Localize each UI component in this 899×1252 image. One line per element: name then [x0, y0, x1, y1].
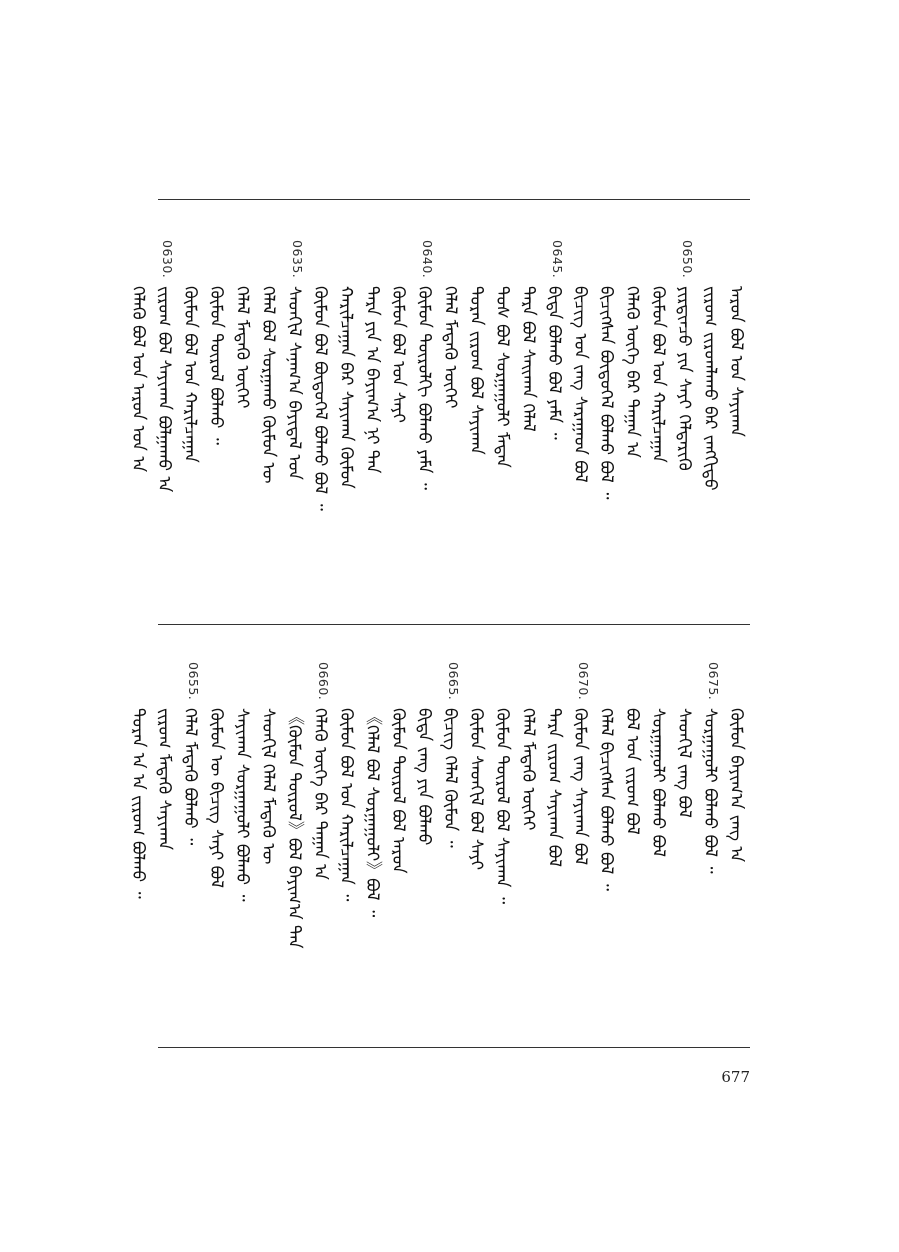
- line-number: [647, 662, 669, 706]
- line-number: [517, 240, 539, 284]
- verse-line: ᠬᠦᠮᠦᠨ ᠪᠣᠯ ᠤᠨ ᠬᠠᠷᠢᠯᠴᠠᠭᠠᠨ: [180, 286, 200, 463]
- verse-column: [153, 240, 175, 570]
- verse-line: ᠬᠡᠯᠡᠯ ᠮᠡᠳᠡᠬᠦ ᠦᠭᠡᠢ: [440, 286, 460, 409]
- verse-column: [309, 662, 331, 1002]
- verse-column: [153, 662, 175, 1002]
- verse-line: ᠬᠦᠮᠦᠨ ᠦ ᠪᠢᠴᠢᠭ ᠰᠠᠶᠢ ᠪᠣᠯ: [206, 708, 226, 889]
- verse-column: [257, 240, 279, 570]
- verse-column: [439, 240, 461, 570]
- page-number: 677: [721, 1068, 750, 1086]
- verse-column: [621, 662, 643, 1002]
- verse-column: [465, 662, 487, 1002]
- verse-column: [569, 662, 591, 1002]
- line-number: [699, 240, 721, 284]
- verse-line: ᠬᠡᠯᠡᠯ ᠮᠡᠳᠡᠬᠦ ᠦᠭᠡᠢ: [232, 286, 252, 409]
- verse-line: ᠬᠦᠮᠦᠨ ᠪᠠᠶᠢᠭ᠎ᠠ ᠵᠠᠩ ᠠ: [726, 708, 746, 863]
- verse-column: [413, 240, 435, 570]
- verse-line: ᠵᠢᠷᠤᠭ ᠮᠡᠳᠡᠬᠦ ᠰᠠᠶᠢᠬᠠᠨ: [154, 708, 174, 851]
- line-number: 0660.: [316, 662, 331, 701]
- line-number: [361, 662, 383, 706]
- line-number: [179, 240, 201, 284]
- verse-column: [699, 662, 721, 1002]
- verse-line: ᠲᠡᠷᠡ ᠪᠣᠯ ᠰᠠᠢᠬᠠᠨ ᠬᠡᠯᠡᠯ: [518, 286, 538, 432]
- verse-column: [543, 662, 565, 1002]
- verse-line: ᠬᠦᠮᠦᠨ ᠪᠣᠯ ᠤᠨ ᠰᠠᠶᠢ: [388, 286, 408, 423]
- verse-line: 《ᠬᠦᠮᠦᠨ ᠲᠥᠷᠦᠯ》ᠪᠣᠯ ᠪᠠᠶᠢᠭ᠎ᠠ ᠲᠠᠨ: [284, 708, 304, 949]
- verse-column: [231, 662, 253, 1002]
- line-number: [413, 662, 435, 706]
- line-number: [491, 240, 513, 284]
- verse-column: [179, 662, 201, 1002]
- line-number: [725, 240, 747, 284]
- line-number: [491, 662, 513, 706]
- line-number: [335, 662, 357, 706]
- verse-column: [231, 240, 253, 570]
- line-number: [621, 240, 643, 284]
- verse-line: ᠬᠦᠮᠦᠨ ᠰᠡᠳᠬᠢᠯ ᠪᠣᠯ ᠰᠠᠶᠢ: [466, 708, 486, 870]
- bottom-rule: [158, 1047, 750, 1048]
- verse-line: ᠳᠤᠷᠠᠨ ᠠ ᠠ ᠵᠢᠷᠤᠭ ᠪᠣᠯᠬᠤ ᠃: [128, 708, 148, 899]
- verse-line: ᠬᠦᠮᠦᠨ ᠵᠠᠩ ᠰᠠᠶᠢᠬᠠᠨ ᠪᠣᠯ: [570, 708, 590, 866]
- line-number: [647, 240, 669, 284]
- line-number: [231, 240, 253, 284]
- verse-line: ᠵᠢᠷᠤᠭ ᠵᠢᠷᠤᠭᠯᠠᠬᠤ ᠪᠠᠷ ᠵᠠᠩᠭᠢᠳᠤ: [700, 286, 720, 491]
- verse-column: [569, 240, 591, 570]
- verse-column: [543, 240, 565, 570]
- verse-column: [621, 240, 643, 570]
- verse-column: [673, 240, 695, 570]
- line-number: [127, 662, 149, 706]
- verse-column: [517, 240, 539, 570]
- line-number: 0670.: [576, 662, 591, 701]
- verse-column: [387, 240, 409, 570]
- verse-line: ᠰᠡᠳᠬᠢᠯ ᠵᠠᠩ ᠪᠣᠯ: [674, 708, 694, 818]
- line-number: 0640.: [420, 240, 435, 279]
- verse-line: ᠬᠦᠮᠦᠨ ᠪᠣᠯ ᠤᠨ ᠬᠠᠷᠢᠯᠴᠠᠭᠠᠨ: [648, 286, 668, 463]
- verse-column: [725, 240, 747, 570]
- verse-column: [517, 662, 539, 1002]
- line-number: 0650.: [680, 240, 695, 279]
- verse-line: ᠳᠤᠷᠠᠨ ᠵᠢᠷᠤᠭ ᠪᠣᠯ ᠰᠠᠶᠢᠬᠠᠨ: [466, 286, 486, 455]
- verse-column: [205, 662, 227, 1002]
- line-number: [595, 240, 617, 284]
- verse-column: [647, 662, 669, 1002]
- line-number: [387, 240, 409, 284]
- line-number: [283, 662, 305, 706]
- line-number: [439, 240, 461, 284]
- verse-line: ᠬᠦᠮᠦᠨ ᠲᠥᠷᠦᠯ ᠪᠣᠯᠬᠤ ᠃: [206, 286, 226, 445]
- verse-line: ᠬᠦᠮᠦᠨ ᠲᠥᠷᠦᠯᠬᠢ ᠪᠣᠯᠬᠤ ᠶᠠᠮᠠ ᠃: [414, 286, 434, 490]
- verse-column: [257, 662, 279, 1002]
- verse-line: ᠬᠦᠮᠦᠨ ᠪᠣᠯ ᠤᠨ ᠬᠠᠷᠢᠯᠴᠠᠭᠠᠨ ᠃: [336, 708, 356, 902]
- verse-line: ᠰᠠᠶᠢᠬᠠᠨ ᠰᠤᠷᠭᠠᠭᠤᠯᠢ ᠪᠣᠯᠬᠤ ᠃: [232, 708, 252, 902]
- verse-column: [127, 240, 149, 570]
- verse-line: ᠬᠡᠯᠡᠬᠦ ᠦᠭᠡ ᠪᠡᠷ ᠳᠠᠭᠠᠨ ᠠ: [622, 286, 642, 458]
- verse-line: ᠬᠦᠮᠦᠨ ᠪᠣᠯ ᠪᠦᠲᠦᠭᠡᠯ ᠪᠣᠯᠬᠤ ᠪᠣᠯ ᠃: [310, 286, 330, 511]
- verse-column: [699, 240, 721, 570]
- verse-line: ᠬᠡᠯᠡᠬᠦ ᠦᠭᠡ ᠪᠡᠷ ᠳᠠᠭᠠᠨ ᠠ: [310, 708, 330, 880]
- verse-line: ᠰᠡᠳᠬᠢᠯ ᠰᠠᠨᠠᠭ᠎ᠠ ᠪᠠᠶᠢᠳᠠᠯ ᠤᠨ: [284, 286, 304, 480]
- verse-line: ᠲᠤᠰ ᠪᠣᠯ ᠰᠤᠷᠭᠠᠭᠤᠯᠢ ᠮᠡᠳᠡᠨ: [492, 286, 512, 468]
- line-number: [361, 240, 383, 284]
- line-number: [621, 662, 643, 706]
- verse-line: ᠪᠢᠴᠢᠭ ᠬᠡᠯᠡᠯ ᠬᠦᠮᠦᠨ ᠃: [440, 708, 460, 848]
- line-number: [387, 662, 409, 706]
- top-rule: [158, 199, 750, 200]
- verse-column: [205, 240, 227, 570]
- verse-column: [491, 240, 513, 570]
- verse-column: [725, 662, 747, 1002]
- verse-column: [335, 240, 357, 570]
- verse-column: [283, 240, 305, 570]
- verse-column: [335, 662, 357, 1002]
- line-number: [465, 240, 487, 284]
- verse-line: ᠰᠤᠷᠭᠠᠭᠤᠯᠢ ᠪᠣᠯᠬᠤ ᠪᠣᠯ: [648, 708, 668, 857]
- verse-line: ᠰᠤᠷᠭᠠᠭᠤᠯᠢ ᠪᠣᠯᠬᠤ ᠪᠣᠯ ᠃: [700, 708, 720, 874]
- line-number: 0635.: [290, 240, 305, 279]
- line-number: [595, 662, 617, 706]
- verse-line: ᠪᠢᠴᠢᠭ ᠤᠨ ᠵᠠᠩ ᠰᠠᠷᠠᠭᠠᠳ ᠪᠣᠯ: [570, 286, 590, 483]
- line-number: [517, 662, 539, 706]
- line-number: [231, 662, 253, 706]
- verse-line: ᠲᠡᠷᠡ ᠶᠢᠨ ᠠ ᠪᠠᠶᠢᠭ᠎ᠠ ᠨᠢ ᠲᠠᠨ: [362, 286, 382, 474]
- verse-line: ᠬᠦᠮᠦᠨ ᠲᠥᠷᠦᠯ ᠪᠣᠯ ᠰᠠᠶᠢᠬᠠᠨ ᠃: [492, 708, 512, 905]
- verse-line: ᠬᠡᠯᠡᠬᠦ ᠪᠣᠯ ᠤᠨ ᠠᠷᠤᠨ ᠤᠨ ᠠ: [128, 286, 148, 473]
- verse-line: ᠬᠡᠯᠡᠯ ᠮᠡᠳᠡᠬᠦ ᠪᠣᠯᠬᠤ ᠃: [180, 708, 200, 846]
- verse-column: [283, 662, 305, 1002]
- verse-column: [127, 662, 149, 1002]
- verse-line: ᠲᠡᠷᠡ ᠵᠢᠷᠤᠭ ᠰᠠᠶᠢᠬᠠᠨ ᠪᠣᠯ: [544, 708, 564, 868]
- verse-line: ᠵᠢᠷᠤᠭ ᠪᠣᠯ ᠰᠠᠶᠢᠬᠠᠨ ᠪᠣᠯᠭᠠᠬᠤ ᠠ: [154, 286, 174, 493]
- line-number: [205, 240, 227, 284]
- line-number: [673, 662, 695, 706]
- verse-line: ᠬᠡᠯᠡᠯ ᠪᠢᠴᠢᠭᠰᠡᠨ ᠪᠣᠯᠬᠤ ᠪᠣᠯ ᠃: [596, 708, 616, 891]
- verse-line: ᠠᠷᠤᠨ ᠪᠣᠯ ᠤᠨ ᠰᠠᠶᠢᠬᠠᠨ: [726, 286, 746, 437]
- verse-column: [673, 662, 695, 1002]
- verse-line: ᠬᠡᠯᠡᠯ ᠪᠣᠯ ᠰᠤᠷᠭᠠᠬᠤ ᠬᠦᠮᠦᠨ ᠦ: [258, 286, 278, 484]
- verse-column: [647, 240, 669, 570]
- line-number: [335, 240, 357, 284]
- upper-verse-panel: [128, 240, 750, 570]
- verse-column: [309, 240, 331, 570]
- verse-column: [387, 662, 409, 1002]
- line-number: [153, 662, 175, 706]
- verse-column: [491, 662, 513, 1002]
- verse-column: [595, 662, 617, 1002]
- line-number: 0675.: [706, 662, 721, 701]
- verse-column: [361, 662, 383, 1002]
- line-number: [543, 662, 565, 706]
- line-number: [257, 240, 279, 284]
- line-number: [257, 662, 279, 706]
- line-number: 0645.: [550, 240, 565, 279]
- line-number: [725, 662, 747, 706]
- verse-column: [465, 240, 487, 570]
- verse-line: ᠪᠢᠳᠡ ᠵᠠᠩ ᠶᠢᠨ ᠪᠣᠯᠬᠤ: [414, 708, 434, 846]
- verse-line: ᠪᠣᠯ ᠤᠨ ᠵᠢᠷᠤᠭ ᠪᠣᠯ: [622, 708, 642, 835]
- verse-line: ᠬᠦᠮᠦᠨ ᠲᠥᠷᠦᠯ ᠪᠣᠯ ᠠᠷᠤᠨ: [388, 708, 408, 874]
- verse-line: ᠪᠢᠳᠡ ᠪᠣᠯᠬᠤ ᠪᠣᠯ ᠶᠠᠮᠠ ᠃: [544, 286, 564, 440]
- verse-line: ᠰᠡᠳᠬᠢᠯ ᠬᠡᠯᠡᠯ ᠮᠡᠳᠡᠬᠦ ᠦ: [258, 708, 278, 865]
- verse-column: [179, 240, 201, 570]
- verse-column: [361, 240, 383, 570]
- line-number: 0665.: [446, 662, 461, 701]
- line-number: [309, 240, 331, 284]
- verse-line: ᠶᠢᠷᠲᠢᠨᠴᠦ ᠶᠢᠨ ᠰᠠᠶᠢ ᠬᠡᠯᠲᠡᠷᠢᠬᠦ: [674, 286, 694, 471]
- line-number: [465, 662, 487, 706]
- verse-column: [595, 240, 617, 570]
- verse-column: [413, 662, 435, 1002]
- line-number: 0655.: [186, 662, 201, 701]
- lower-verse-panel: [128, 662, 750, 1002]
- line-number: 0630.: [160, 240, 175, 279]
- verse-line: ᠬᠠᠷᠢᠯᠴᠠᠭᠠᠨ ᠪᠠᠷ ᠰᠠᠶᠢᠬᠠᠨ ᠬᠦᠮᠦᠨ: [336, 286, 356, 489]
- verse-column: [439, 662, 461, 1002]
- middle-rule: [158, 624, 750, 625]
- verse-line: ᠬᠡᠯᠡᠯ ᠮᠡᠳᠡᠬᠦ ᠦᠭᠡᠢ: [518, 708, 538, 831]
- verse-line: ᠪᠢᠴᠢᠭᠰᠡᠨ ᠪᠦᠲᠦᠭᠡᠯ ᠪᠣᠯᠬᠤ ᠪᠣᠯ ᠃: [596, 286, 616, 500]
- line-number: [205, 662, 227, 706]
- line-number: [569, 240, 591, 284]
- line-number: [127, 240, 149, 284]
- verse-line: 《ᠬᠡᠯᠡᠯ ᠪᠣᠯ ᠰᠤᠷᠭᠠᠭᠤᠯᠢ》ᠪᠣᠯ ᠃: [362, 708, 382, 918]
